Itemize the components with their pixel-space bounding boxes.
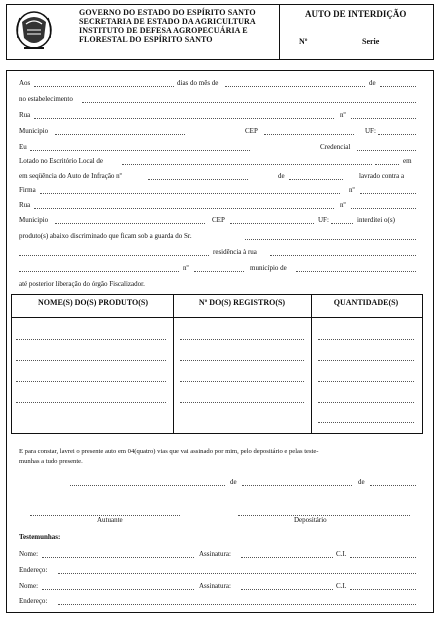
field-residence-number[interactable] [194, 271, 244, 272]
label-uf: UF: [365, 127, 376, 135]
label-firma: Firma [19, 186, 36, 194]
field-custodian[interactable] [245, 239, 416, 240]
label-uf-2: UF: [318, 216, 329, 224]
closing-text-1: E para constar, lavrei o presente auto em 04(quatro) vias que vai assinado por mim, pelo depositário e pelas teste- [19, 448, 319, 455]
header-line-2: SECRETARIA DE ESTADO DA AGRICULTURA [79, 17, 256, 26]
field-municipality-2[interactable] [55, 223, 205, 224]
label-de-date: de [278, 172, 285, 180]
header-line-4: FLORESTAL DO ESPÍRITO SANTO [79, 35, 213, 44]
field-street-2[interactable] [34, 208, 334, 209]
field-witness-2-name[interactable] [42, 589, 194, 590]
field-firm-number[interactable] [360, 193, 416, 194]
field-year[interactable] [380, 86, 416, 87]
field-witness-1-address[interactable] [58, 573, 416, 574]
label-firma-numero: nº [349, 186, 355, 194]
table-row[interactable] [318, 422, 414, 423]
label-cep: CEP [245, 127, 258, 135]
field-witness-2-address[interactable] [58, 604, 416, 605]
label-em: em [403, 157, 412, 165]
header-line-1: GOVERNO DO ESTADO DO ESPÍRITO SANTO [79, 8, 256, 17]
field-street-number[interactable] [351, 118, 416, 119]
table-row[interactable] [180, 339, 304, 340]
table-col-divider-1 [173, 294, 174, 434]
label-testemunhas: Testemunhas: [19, 533, 61, 541]
field-street[interactable] [34, 118, 334, 119]
field-establishment[interactable] [82, 102, 416, 103]
table-row[interactable] [180, 381, 304, 382]
label-de: de [369, 79, 376, 87]
column-header-quantities: QUANTIDADE(S) [333, 298, 399, 307]
label-nome-2: Nome: [19, 582, 39, 590]
label-depositario: Depositário [294, 516, 327, 524]
label-municipio-3: município de [250, 264, 287, 272]
label-ate: até posterior liberação do órgão Fiscalizador. [19, 280, 145, 288]
field-infraction-date[interactable] [289, 179, 343, 180]
field-residence-street[interactable] [270, 255, 416, 256]
series-label: Serie [362, 37, 380, 46]
column-header-products: NOME(S) DO(S) PRODUTO(S) [37, 298, 149, 307]
label-nome-1: Nome: [19, 550, 39, 558]
table-col-divider-2 [311, 294, 312, 434]
field-inspector-name[interactable] [30, 150, 250, 151]
label-closing-de-1: de [230, 478, 237, 486]
label-endereco-2: Endereço: [19, 597, 48, 605]
label-rua: Rua [19, 111, 31, 119]
field-firm[interactable] [40, 193, 340, 194]
label-residencia: residência à rua [213, 248, 257, 256]
table-row[interactable] [16, 381, 166, 382]
table-row[interactable] [318, 360, 414, 361]
label-credencial: Credencial [320, 143, 351, 151]
header-line-3: INSTITUTO DE DEFESA AGROPECUÁRIA E [79, 26, 248, 35]
field-local-office[interactable] [122, 164, 372, 165]
field-closing-year[interactable] [370, 485, 416, 486]
label-municipio: Municipio [19, 127, 49, 135]
label-assinatura-2: Assinatura: [199, 582, 231, 590]
label-rua-2: Rua [19, 201, 31, 209]
label-residencia-numero: nº [183, 264, 189, 272]
table-row[interactable] [180, 402, 304, 403]
label-ci-1: C.I. [336, 550, 347, 558]
field-municipality[interactable] [55, 134, 185, 135]
table-row[interactable] [16, 402, 166, 403]
field-closing-place[interactable] [70, 485, 225, 486]
field-witness-1-signature[interactable] [241, 557, 333, 558]
field-residence-municipality[interactable] [296, 271, 416, 272]
label-produtos: produto(s) abaixo discriminado que ficam sob a guarda do Sr. [19, 232, 192, 240]
label-ci-2: C.I. [336, 582, 347, 590]
label-closing-de-2: de [358, 478, 365, 486]
label-sequencia: em seqüência do Auto de Infração nº [19, 172, 122, 180]
field-witness-1-id[interactable] [350, 557, 416, 558]
field-residence-cont[interactable] [19, 271, 179, 272]
field-month[interactable] [225, 86, 365, 87]
table-row[interactable] [318, 339, 414, 340]
table-header-rule [12, 317, 422, 318]
label-aos: Aos [19, 79, 31, 87]
label-municipio-2: Municipio [19, 216, 49, 224]
label-endereco-1: Endereço: [19, 566, 48, 574]
header-divider [279, 4, 280, 59]
field-uf-2[interactable] [331, 223, 353, 224]
field-closing-month[interactable] [242, 485, 352, 486]
field-witness-1-name[interactable] [42, 557, 194, 558]
label-cep-2: CEP [212, 216, 225, 224]
label-assinatura-1: Assinatura: [199, 550, 231, 558]
products-table [11, 294, 423, 434]
column-header-registrations: Nº DO(S) REGISTRO(S) [198, 298, 286, 307]
table-row[interactable] [318, 381, 414, 382]
field-day[interactable] [34, 86, 174, 87]
label-lavrado: lavrado contra a [359, 172, 405, 180]
field-street-2-number[interactable] [351, 208, 416, 209]
label-lotado: Lotado no Escritório Local de [19, 157, 103, 165]
coat-of-arms-icon [14, 8, 54, 54]
table-row[interactable] [16, 360, 166, 361]
label-autuante: Autuante [97, 516, 123, 524]
label-eu: Eu [19, 143, 27, 151]
field-office-date[interactable] [375, 164, 399, 165]
table-row[interactable] [318, 402, 414, 403]
field-cep[interactable] [264, 134, 354, 135]
field-custodian-cont[interactable] [19, 255, 209, 256]
table-row[interactable] [180, 360, 304, 361]
field-cep-2[interactable] [230, 223, 314, 224]
number-label: Nº [299, 37, 308, 46]
label-numero: nº [340, 111, 346, 119]
field-infraction-number[interactable] [148, 179, 248, 180]
field-uf[interactable] [378, 134, 416, 135]
form-title: AUTO DE INTERDIÇÃO [305, 9, 407, 19]
label-rua-2-numero: nº [340, 201, 346, 209]
field-witness-2-id[interactable] [350, 589, 416, 590]
label-estabelecimento: no estabelecimento [19, 95, 73, 103]
label-interditei: interditei o(s) [357, 216, 395, 224]
label-dias-do-mes: dias do mês de [177, 79, 219, 87]
closing-text-2: munhas a tudo presente. [19, 458, 83, 465]
table-row[interactable] [16, 339, 166, 340]
field-witness-2-signature[interactable] [241, 589, 333, 590]
field-credential[interactable] [357, 150, 416, 151]
